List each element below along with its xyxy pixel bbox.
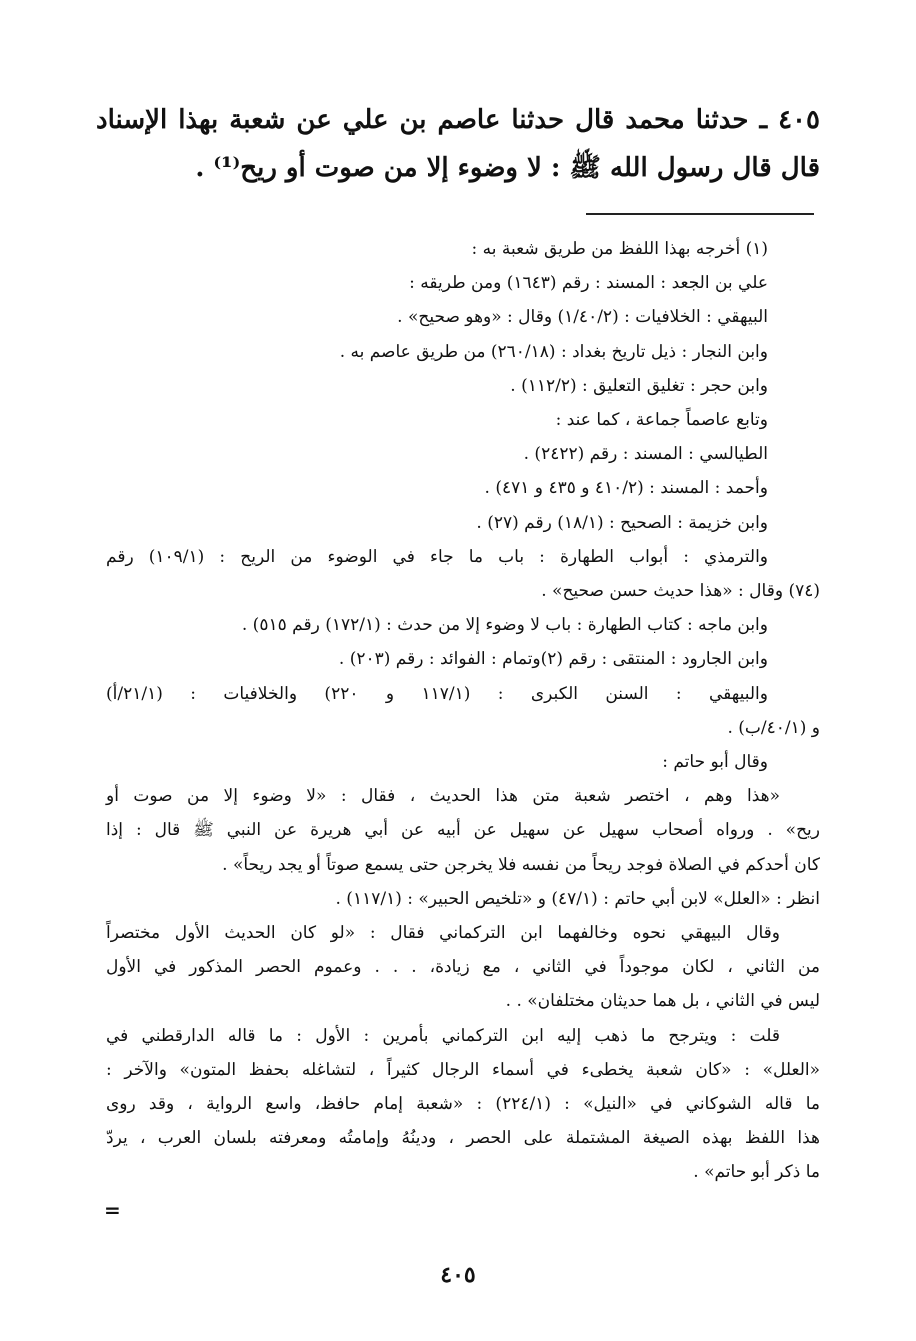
footnote-line: و (٤٠/١/ب) . (727, 717, 820, 738)
footnote-separator (586, 213, 814, 215)
footnote-line: (٧٤) وقال : «هذا حديث حسن صحيح» . (541, 581, 820, 602)
footnote-line: وقال البيهقي نحوه وخالفهما ابن التركماني فقال : «لو كان الحديث الأول مختصراً (106, 923, 780, 944)
footnote-line: وابن الجارود : المنتقى : رقم (٢)وتمام : الفوائد : رقم (٢٠٣) . (338, 649, 768, 670)
footnotes (106, 232, 820, 1190)
footnote-line: وأحمد : المسند : (٤١٠/٢ و ٤٣٥ و ٤٧١) . (484, 478, 768, 499)
footnote-line: انظر : «العلل» لابن أبي حاتم : (٤٧/١) و «تلخيص الحبير» : (١١٧/١) . (335, 888, 820, 909)
footnote-line: (١) أخرجه بهذا اللفظ من طريق شعبة به : (471, 239, 768, 259)
footnote-line: الطيالسي : المسند : رقم (٢٤٢٢) . (523, 444, 768, 465)
footnote-line: ما قاله الشوكاني في «النيل» : (٢٢٤/١) : «شعبة إمام حافظ، واسع الرواية ، وقد روى (106, 1094, 820, 1115)
footnote-line: والترمذي : أبواب الطهارة : باب ما جاء في الوضوء من الريح : (١٠٩/١) رقم (106, 546, 769, 567)
hadith-text (96, 96, 820, 192)
footnote-line: ريح» . ورواه أصحاب سهيل عن سهيل عن أبيه عن أبي هريرة عن النبي ﷺ قال : إذا (106, 820, 820, 841)
footnote-line: وابن النجار : ذيل تاريخ بغداد : (٢٦٠/١٨) من طريق عاصم به . (339, 341, 768, 362)
footnote-line: وابن حجر : تغليق التعليق : (١١٢/٢) . (510, 375, 768, 396)
footnote-line: والبيهقي : السنن الكبرى : (١١٧/١ و ٢٢٠) والخلافيات : (٢١/١/أ) (106, 683, 768, 704)
continuation-mark: = (104, 1198, 121, 1222)
footnote-line: قلت : ويترجح ما ذهب إليه ابن التركماني بأمرين : الأول : ما قاله الدارقطني في (106, 1025, 780, 1046)
footnote-line: علي بن الجعد : المسند : رقم (١٦٤٣) ومن طريقه : (409, 273, 768, 294)
footnote-line: ليس في الثاني ، بل هما حديثان مختلفان» . . (505, 991, 820, 1012)
footnote-line: وقال أبو حاتم : (662, 752, 768, 773)
footnote-line: «هذا وهم ، اختصر شعبة متن هذا الحديث ، فقال : «لا وضوء إلا من صوت أو (106, 786, 780, 807)
hadith-line: قال قال رسول الله ﷺ : لا وضوء إلا من صوت أو ريح⁽¹⁾ . (195, 153, 820, 183)
footnote-line: وابن خزيمة : الصحيح : (١٨/١) رقم (٢٧) . (476, 512, 768, 533)
page-number: ٤٠٥ (440, 1262, 476, 1288)
footnote-line: ما ذكر أبو حاتم» . (693, 1162, 820, 1183)
footnote-line: وابن ماجه : كتاب الطهارة : باب لا وضوء إلا من حدث : (١٧٢/١) رقم ٥١٥) . (241, 615, 768, 636)
footnote-line: البيهقي : الخلافيات : (١/٤٠/٢) وقال : «وهو صحيح» . (397, 307, 768, 328)
footnote-line: هذا اللفظ بهذه الصيغة المشتملة على الحصر ، ودينُهُ وإمامتُه ومعرفته بلسان العرب ، يردّ (106, 1128, 820, 1149)
hadith-line: ٤٠٥ ـ حدثنا محمد قال حدثنا عاصم بن علي عن شعبة بهذا الإسناد (96, 105, 820, 135)
footnote-line: من الثاني ، لكان موجوداً في الثاني ، مع زيادة، . . . وعموم الحصر المذكور في الأول (106, 957, 820, 978)
footnote-line: كان أحدكم في الصلاة فوجد ريحاً من نفسه فلا يخرجن حتى يسمع صوتاً أو يجد ريحاً» . (222, 854, 820, 875)
footnote-line: «العلل» : «كان شعبة يخطىء في أسماء الرجال كثيراً ، لتشاغله بحفظ المتون» والآخر : (106, 1059, 820, 1080)
footnote-line: وتابع عاصماً جماعة ، كما عند : (555, 410, 768, 431)
